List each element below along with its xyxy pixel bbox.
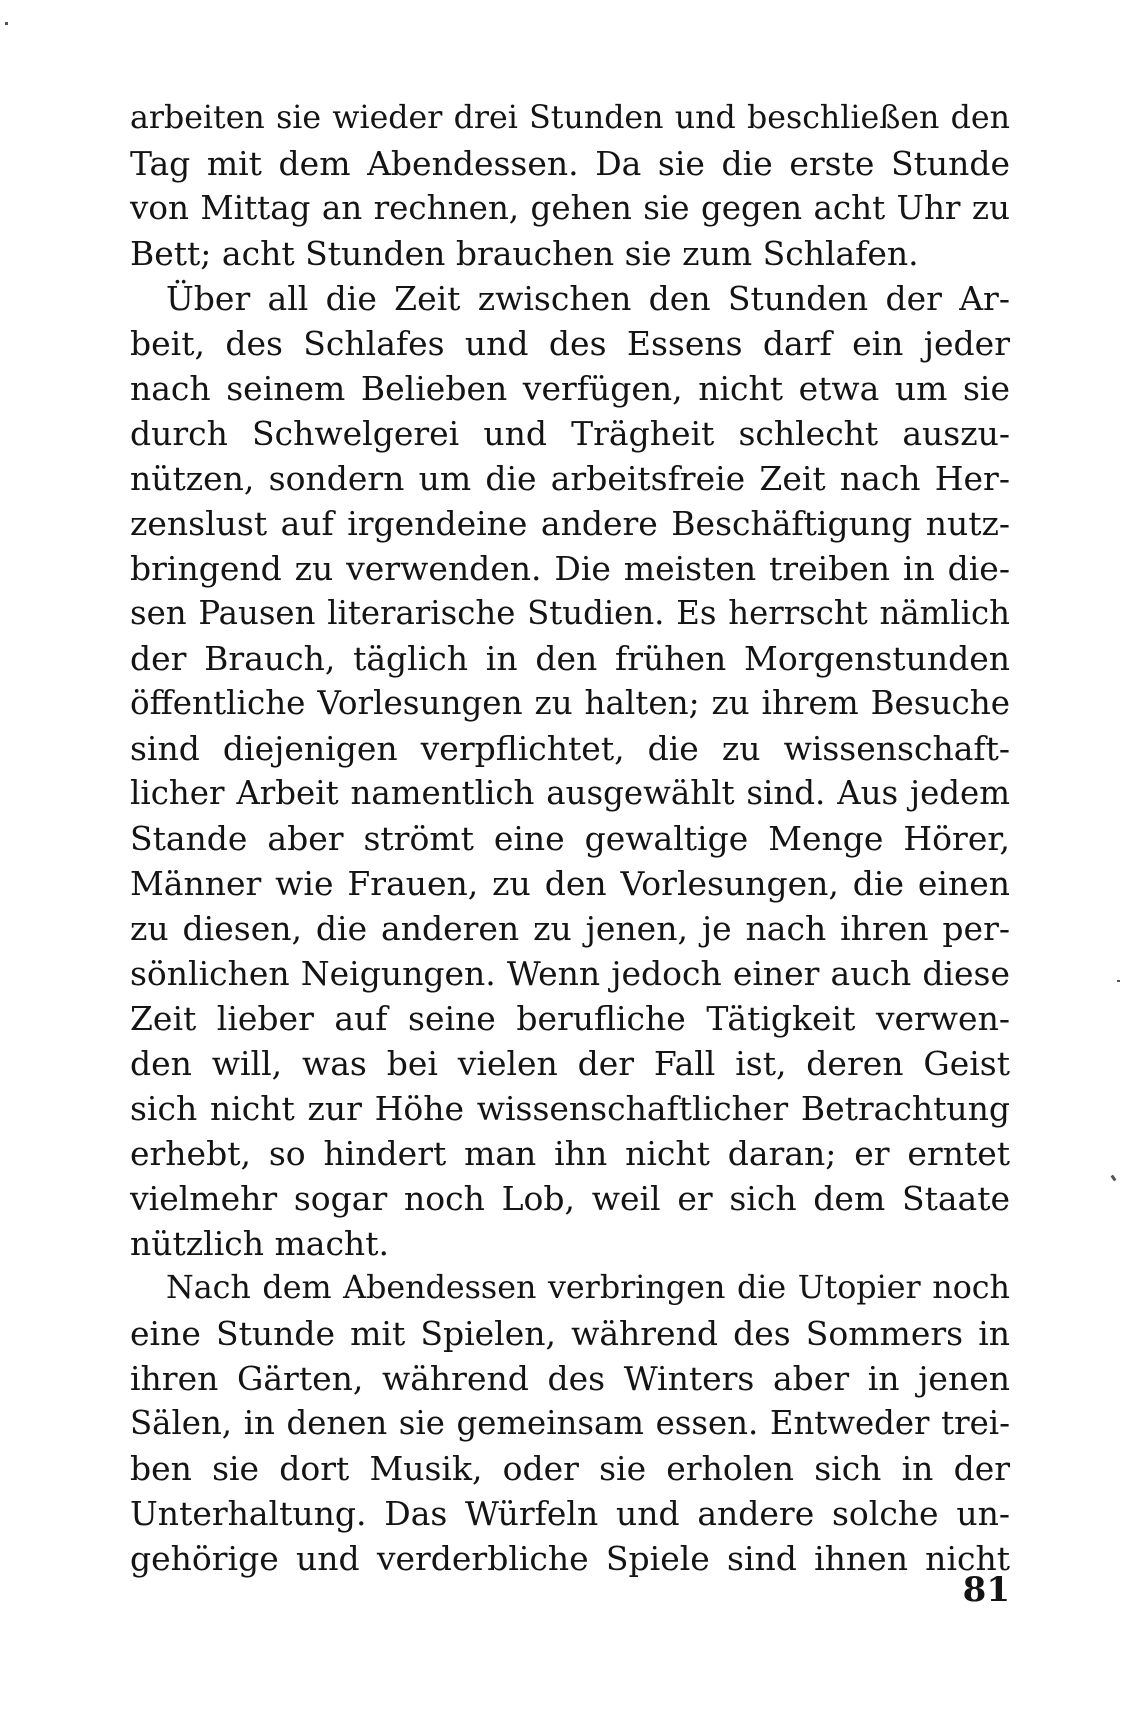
text-line: der Brauch, täglich in den frühen Morgenstunden	[130, 639, 1010, 678]
text-line: öffentliche Vorlesungen zu halten; zu ihrem Besuche	[130, 684, 1010, 722]
text-line: zenslust auf irgendeine andere Beschäftigung nutz-	[130, 504, 1010, 543]
text-line: Unterhaltung. Das Würfeln und andere solche un-	[130, 1494, 1010, 1533]
text-line: durch Schwelgerei und Trägheit schlecht auszu-	[130, 414, 1010, 453]
text-line: Über all die Zeit zwischen den Stunden der Ar-	[166, 279, 1010, 318]
page-number: 81	[962, 1570, 1010, 1610]
text-line: sen Pausen literarische Studien. Es herrscht nämlich	[130, 594, 1010, 632]
text-line: Zeit lieber auf seine berufliche Tätigkeit verwen-	[130, 999, 1010, 1038]
text-line: sich nicht zur Höhe wissenschaftlicher Betrachtung	[130, 1089, 1010, 1128]
text-line: sönlichen Neigungen. Wenn jedoch einer auch diese	[130, 954, 1010, 993]
text-line: nützen, sondern um die arbeitsfreie Zeit nach Her-	[130, 459, 1010, 498]
text-line: gehörige und verderbliche Spiele sind ihnen nicht	[130, 1539, 1010, 1578]
text-line: Stande aber strömt eine gewaltige Menge Hörer,	[130, 819, 1010, 858]
text-line: Tag mit dem Abendessen. Da sie die erste Stunde	[130, 144, 1010, 183]
text-line: beit, des Schlafes und des Essens darf ein jeder	[130, 324, 1010, 363]
text-line: nützlich macht.	[130, 1224, 389, 1263]
text-line: eine Stunde mit Spielen, während des Sommers in	[130, 1314, 1010, 1353]
text-line: Sälen, in denen sie gemeinsam essen. Entweder trei-	[130, 1404, 1010, 1442]
text-line: den will, was bei vielen der Fall ist, deren Geist	[130, 1044, 1010, 1083]
text-line: Nach dem Abendessen verbringen die Utopier noch	[166, 1270, 1010, 1306]
text-line: zu diesen, die anderen zu jenen, je nach ihren per-	[130, 909, 1010, 948]
body-text	[130, 96, 1010, 1581]
scan-speck	[1117, 980, 1120, 982]
text-line: erhebt, so hindert man ihn nicht daran; er erntet	[130, 1134, 1010, 1173]
text-line: sind diejenigen verpflichtet, die zu wissenschaft-	[130, 729, 1010, 768]
scan-speck	[5, 22, 8, 25]
text-line: von Mittag an rechnen, gehen sie gegen acht Uhr zu	[130, 189, 1010, 227]
text-line: Bett; acht Stunden brauchen sie zum Schlafen.	[130, 234, 919, 273]
text-line: bringend zu verwenden. Die meisten treiben in die-	[130, 549, 1010, 588]
text-line: ihren Gärten, während des Winters aber in jenen	[130, 1359, 1010, 1398]
scan-speck	[1111, 1175, 1117, 1182]
text-line: Männer wie Frauen, zu den Vorlesungen, die einen	[130, 864, 1010, 903]
text-line: vielmehr sogar noch Lob, weil er sich dem Staate	[130, 1179, 1010, 1218]
text-line: licher Arbeit namentlich ausgewählt sind. Aus jedem	[130, 774, 1010, 812]
text-line: nach seinem Belieben verfügen, nicht etwa um sie	[130, 369, 1010, 408]
text-line: ben sie dort Musik, oder sie erholen sich in der	[130, 1449, 1010, 1488]
text-line: arbeiten sie wieder drei Stunden und beschließen den	[130, 100, 1010, 136]
